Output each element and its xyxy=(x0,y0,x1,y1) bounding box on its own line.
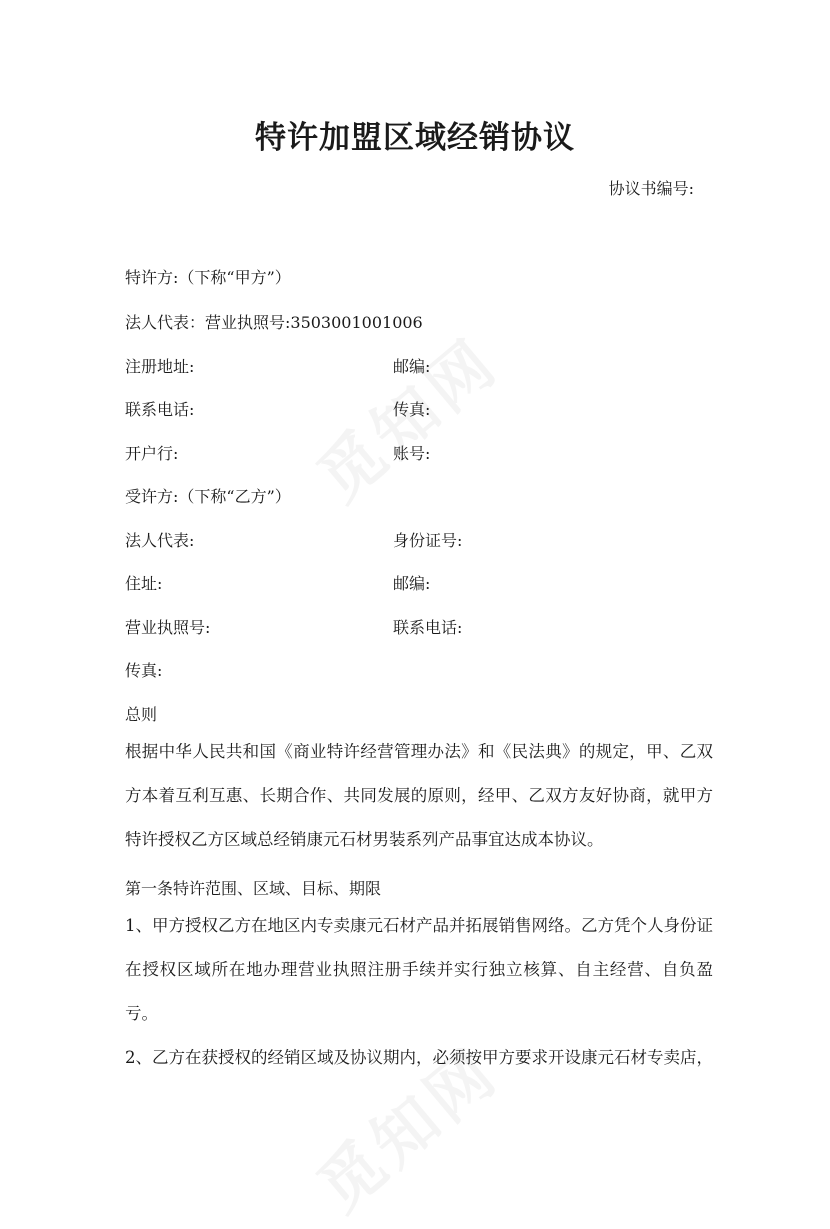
party-a-heading: 特许方:（下称“甲方”） xyxy=(125,268,291,287)
party-a-phone: 联系电话: xyxy=(125,400,195,419)
party-b-license: 营业执照号: xyxy=(125,618,211,637)
general-paragraph: 根据中华人民共和国《商业特许经营管理办法》和《民法典》的规定，甲、乙双方本着互利互惠、长期合作、共同发展的原则，经甲、乙双方友好协商，就甲方特许授权乙方区域总经销康元石材男装系列产品事宜达成本协议。 xyxy=(125,742,713,849)
party-a-fax: 传真: xyxy=(393,400,431,419)
party-a-legal-rep-license: 法人代表：营业执照号:3503001001006 xyxy=(125,313,423,332)
article1-heading: 第一条特许范围、区域、目标、期限 xyxy=(125,879,382,898)
party-a-account: 账号: xyxy=(393,444,431,463)
general-heading: 总则 xyxy=(125,705,158,724)
party-b-postcode: 邮编: xyxy=(393,574,431,593)
document-number-label: 协议书编号: xyxy=(608,179,694,198)
article1-item2: 2、乙方在获授权的经销区域及协议期内，必须按甲方要求开设康元石材专卖店， xyxy=(125,1048,713,1067)
party-b-heading: 受许方:（下称“乙方”） xyxy=(125,487,291,506)
article1-item1: 1、甲方授权乙方在地区内专卖康元石材产品并拓展销售网络。乙方凭个人身份证在授权区域所在地办理营业执照注册手续并实行独立核算、自主经营、自负盈亏。 xyxy=(125,916,713,1023)
party-b-address: 住址: xyxy=(125,574,163,593)
party-b-legal-rep: 法人代表: xyxy=(125,531,195,550)
party-a-address: 注册地址: xyxy=(125,357,195,376)
party-a-postcode: 邮编: xyxy=(393,357,431,376)
party-b-fax: 传真: xyxy=(125,661,163,680)
party-b-phone: 联系电话: xyxy=(393,618,463,637)
party-b-id-number: 身份证号: xyxy=(393,531,463,550)
document-title: 特许加盟区域经销协议 xyxy=(255,120,575,156)
party-a-bank: 开户行: xyxy=(125,444,179,463)
